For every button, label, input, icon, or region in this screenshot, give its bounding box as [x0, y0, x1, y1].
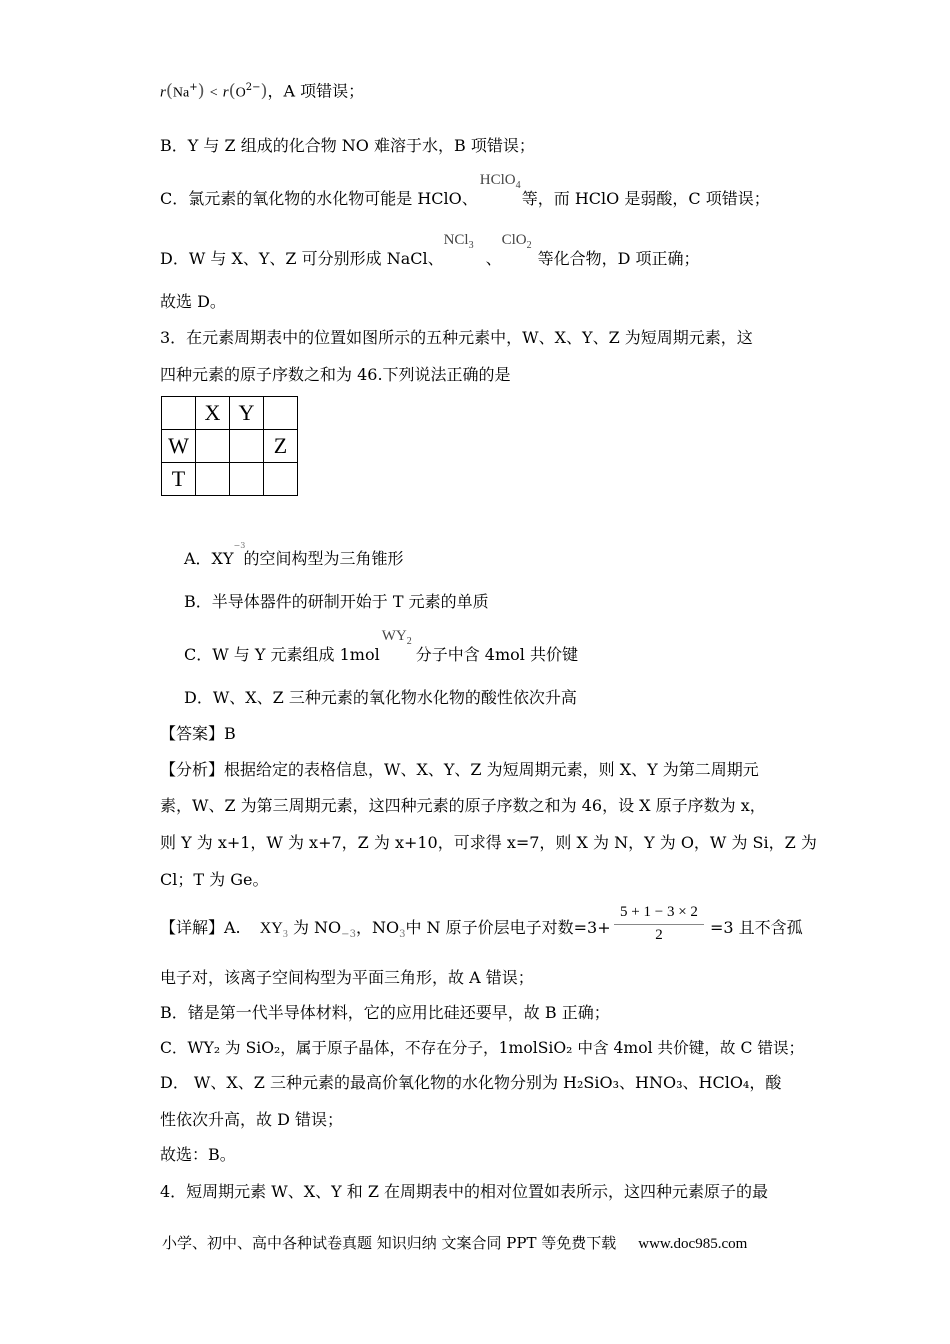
electron-pair-fraction [610, 904, 708, 944]
option-a-verdict: ，A 项错误； [267, 81, 365, 101]
formula-clo2: ClO$_2$ [501, 232, 532, 251]
formula-ncl3: NCl$_3$ [443, 232, 474, 251]
table-cell: Z [264, 430, 298, 463]
ion-na: Na [172, 85, 190, 101]
formula-hclo4: HClO$_4$ [479, 172, 521, 191]
table-cell [264, 463, 298, 496]
answer-line: 【答案】B [160, 724, 236, 743]
question-4-line-1: 4．短周期元素 W、X、Y 和 Z 在周期表中的相对位置如表所示，这四种元素原子的最 [160, 1182, 769, 1201]
table-cell: Y [230, 397, 264, 430]
fraction-numerator: 5 + 1 − 3 × 2 [620, 904, 698, 920]
table-cell [196, 463, 230, 496]
table-cell [230, 430, 264, 463]
question-3-line-1: 3．在元素周期表中的位置如图所示的五种元素中，W、X、Y、Z 为短周期元素，这 [160, 328, 753, 347]
page-footer [162, 1232, 747, 1253]
footer-text: 小学、初中、高中各种试卷真题 知识归纳 文案合同 PPT 等免费下载 [162, 1234, 617, 1252]
detail-b: B．锗是第一代半导体材料，它的应用比硅还要早，故 B 正确； [160, 1003, 610, 1022]
detail-line-1-end: =3 且不含孤 [710, 918, 803, 937]
footer-url: www.doc985.com [638, 1236, 748, 1252]
table-cell [230, 463, 264, 496]
analysis-line-4: Cl；T 为 Ge。 [160, 870, 269, 889]
formula-xy3: $XY_3$ [259, 920, 288, 941]
analysis-line-1: 【分析】根据给定的表格信息，W、X、Y、Z 为短周期元素，则 X、Y 为第二周期元 [160, 760, 759, 779]
formula-wy2: $WY_2$ [381, 628, 412, 647]
table-cell [196, 430, 230, 463]
analysis-line-2: 素，W、Z 为第三周期元素，这四种元素的原子序数之和为 46，设 X 原子序数为 x， [160, 796, 766, 815]
analysis-line-3: 则 Y 为 x+1，W 为 x+7，Z 为 x+10，可求得 x=7，则 X 为 N，Y 为 O，W 为 Si，Z 为 [160, 833, 817, 852]
option-c-explanation: C．氯元素的氧化物的水化物可能是 HClO、 HClO$_4$ 等，而 HClO 是弱酸，C 项错误； [160, 172, 770, 208]
conclusion-b: 故选：B。 [160, 1145, 236, 1164]
detail-d-line-2: 性依次升高，故 D 错误； [160, 1110, 344, 1129]
table-cell [162, 397, 196, 430]
detail-d-line-1: D． W、X、Z 三种元素的最高价氧化物的水化物分别为 H₂SiO₃、HNO₃、HClO₄，酸 [160, 1073, 782, 1092]
conclusion-d: 故选 D。 [160, 292, 226, 311]
periodic-table-fragment [161, 396, 298, 496]
detail-line-1: 【详解】A. $XY_3$ 为 $NO_{-3}$，$NO_3$中 N 原子价层电子对数=3+ [160, 918, 611, 941]
ionic-radius-comparison: $r(Na^+) < r(O^{2-})$，A 项错误； [160, 80, 365, 102]
ion-o: O [235, 85, 246, 101]
choice-b: B．半导体器件的研制开始于 T 元素的单质 [184, 592, 489, 611]
table-cell [264, 397, 298, 430]
fraction-bar [614, 924, 704, 925]
detail-line-2: 电子对，该离子空间构型为平面三角形，故 A 错误； [160, 968, 534, 987]
choice-a: A．XY −3 的空间构型为三角锥形 [184, 541, 404, 568]
radius-symbol: r [160, 84, 166, 101]
table-cell: W [162, 430, 196, 463]
choice-c: C．W 与 Y 元素组成 1mol $WY_2$ 分子中含 4mol 共价键 [184, 628, 578, 664]
detail-c: C．WY₂ 为 SiO₂，属于原子晶体，不存在分子，1molSiO₂ 中含 4mol 共价键，故 C 错误； [160, 1039, 805, 1057]
option-d-explanation: D．W 与 X、Y、Z 可分别形成 NaCl、 NCl$_3$ 、 ClO$_2$ 等化合物，D 项正确； [160, 232, 700, 268]
fraction-denominator: 2 [655, 927, 663, 943]
option-b-explanation: B．Y 与 Z 组成的化合物 NO 难溶于水，B 项错误； [160, 136, 535, 155]
table-cell: X [196, 397, 230, 430]
table-row [162, 430, 298, 463]
choice-d: D．W、X、Z 三种元素的氧化物水化物的酸性依次升高 [184, 688, 577, 707]
question-3-line-2: 四种元素的原子序数之和为 46.下列说法正确的是 [160, 365, 511, 384]
table-cell: T [162, 463, 196, 496]
table-row [162, 463, 298, 496]
table-row [162, 397, 298, 430]
